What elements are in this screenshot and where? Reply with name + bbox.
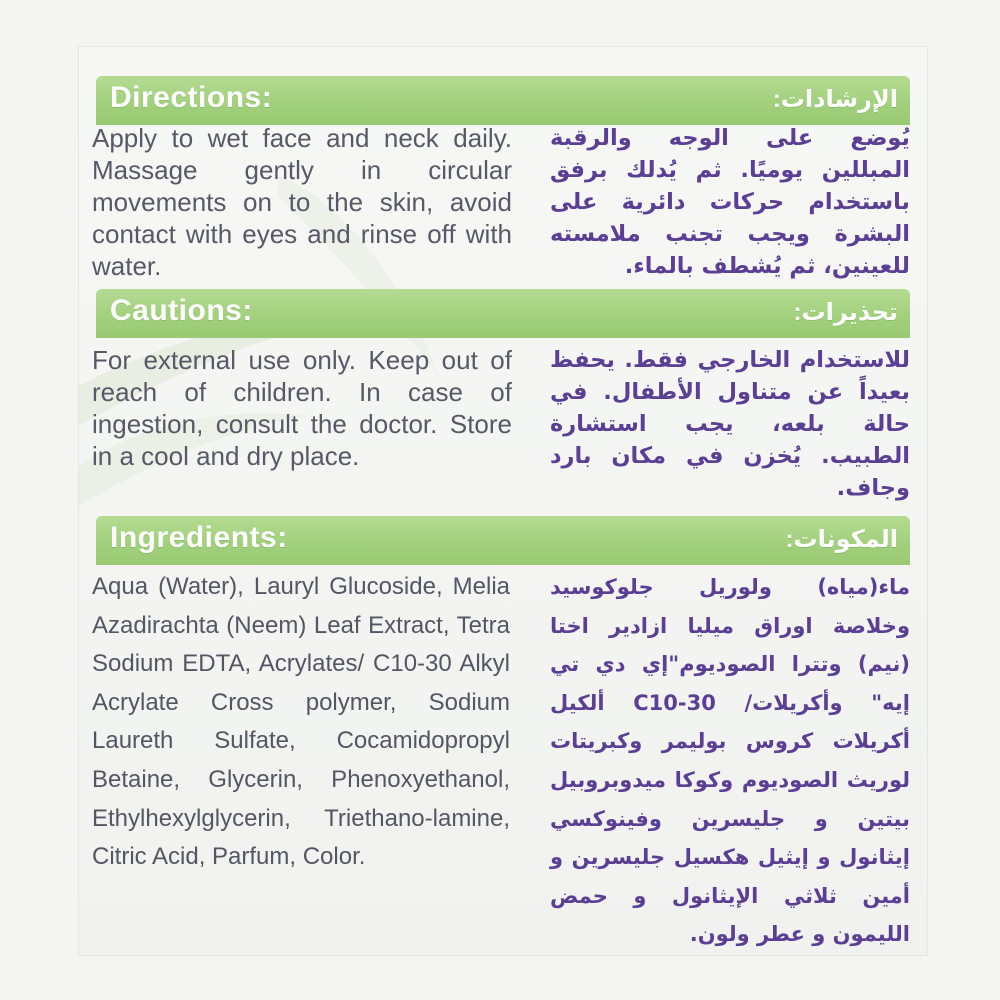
- cautions-text-en: For external use only. Keep out of reach of children. In case of ingestion, consult the doctor. Store in a cool and dry place.: [92, 345, 512, 471]
- cautions-header: [96, 289, 910, 335]
- directions-text-en: Apply to wet face and neck daily. Massage gently in circular movements on to the skin, avoid contact with eyes and rinse off with water.: [92, 123, 512, 281]
- cautions-text-ar: للاستخدام الخارجي فقط. يحفظ بعيداً عن متناول الأطفال. في حالة بلعه، يجب استشارة الطبيب. يُخزن في مكان بارد وجاف.: [550, 347, 910, 501]
- ingredients-text-en: Aqua (Water), Lauryl Glucoside, Melia Azadirachta (Neem) Leaf Extract, Tetra Sodium EDTA, Acrylates/ C10-30 Alkyl Acrylate Cross polymer, Sodium Laureth Sulfate, Cocamidopropyl Betaine, Glycerin, Phenoxyethanol, Ethylhexylglycerin, Triethano-lamine, Citric Acid, Parfum, Color.: [92, 573, 510, 871]
- directions-header: [96, 76, 910, 122]
- ingredients-heading-en: Ingredients:: [110, 521, 288, 554]
- cautions-heading-en: Cautions:: [110, 294, 253, 327]
- ingredients-text-ar: ماء(مياه) ولوريل جلوكوسيد وخلاصة اوراق ميليا ازادير اختا (نيم) وتترا الصوديوم"إي دي تي إيه" وأكريلات/ C10-30 ألكيل أكريلات كروس بوليمر وكبريتات لوريث الصوديوم وكوكا ميدوبروبيل بيتين و جليسرين وفينوكسي إيثانول و إيثيل هكسيل جليسرين و أمين ثلاثي الإيثانول و حمض الليمون و عطر ولون.: [550, 575, 910, 947]
- directions-heading-ar: الإرشادات:: [772, 86, 898, 113]
- directions-heading-en: Directions:: [110, 81, 273, 114]
- ingredients-header: [96, 516, 910, 562]
- product-label: [78, 46, 928, 956]
- ingredients-heading-ar: المكونات:: [785, 526, 898, 553]
- cautions-heading-ar: تحذيرات:: [793, 299, 898, 326]
- directions-text-ar: يُوضع على الوجه والرقبة المبللين يوميًا. ثم يُدلك برفق باستخدام حركات دائرية على البشرة ويجب تجنب ملامسته للعينين، ثم يُشطف بالماء.: [550, 125, 910, 279]
